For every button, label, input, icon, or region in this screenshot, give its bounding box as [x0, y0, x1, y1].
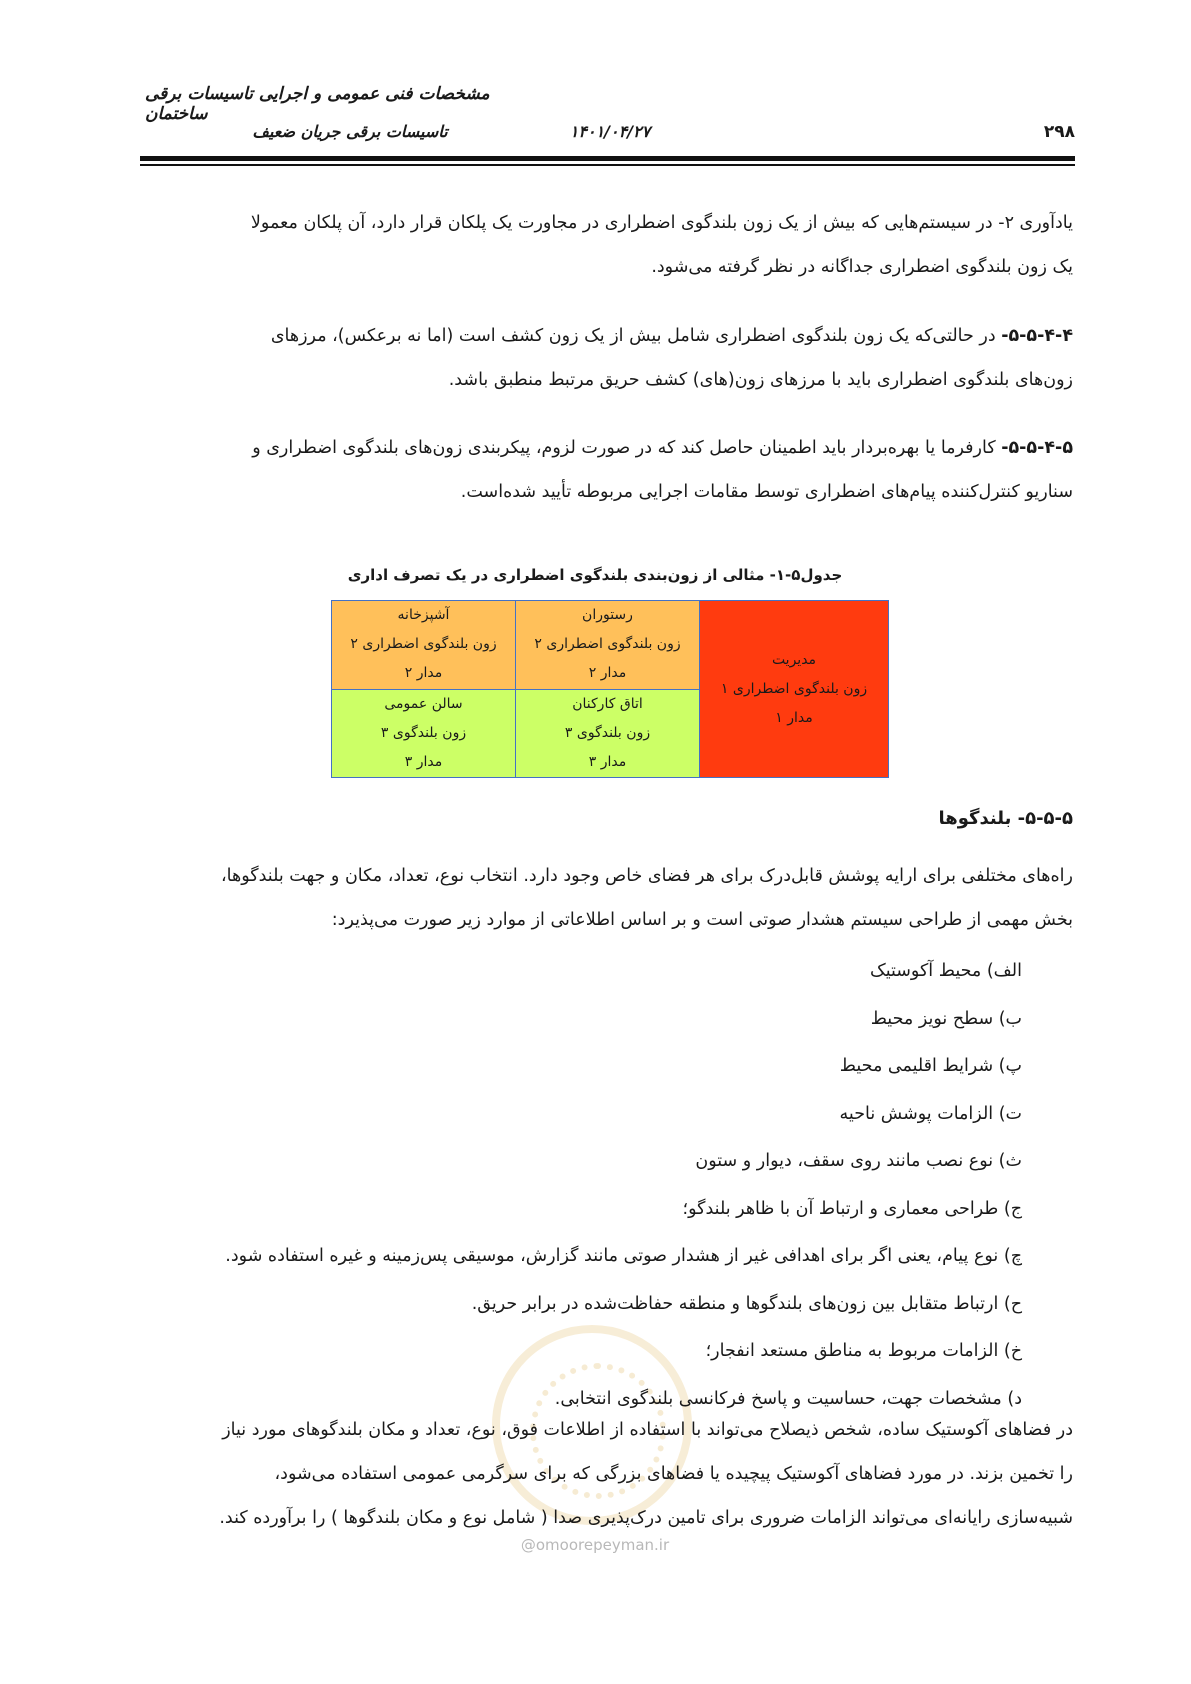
table-caption: جدول۵-۱- مثالی از زون‌بندی بلندگوی اضطراری در یک تصرف اداری — [347, 566, 843, 584]
cell-line: زون بلندگوی ۳ — [380, 724, 467, 741]
cell-line: مدار ۳ — [588, 753, 627, 770]
closing-line-1: در فضاهای آکوستیک ساده، شخص ذیصلاح می‌تواند با استفاده از اطلاعات فوق، نوع، تعداد و مکان بلندگوهای مورد نیاز — [222, 1420, 1073, 1440]
factors-list — [150, 948, 1022, 1423]
note-line-2: یک زون بلندگوی اضطراری جداگانه در نظر گرفته می‌شود. — [651, 257, 1073, 277]
clause-5545-line-1 — [143, 426, 1073, 470]
list-item: ث) نوع نصب مانند روی سقف، دیوار و ستون — [695, 1151, 1022, 1171]
clause-5545 — [143, 426, 1073, 514]
cell-staff-room — [516, 689, 700, 778]
document-date: ۱۴۰۱/۰۴/۲۷ — [569, 122, 651, 141]
cell-line: زون بلندگوی اضطراری ۲ — [534, 636, 681, 653]
closing-paragraph — [143, 1408, 1073, 1540]
list-item: د) مشخصات جهت، حساسیت و پاسخ فرکانسی بلندگوی انتخابی. — [554, 1388, 1022, 1409]
cell-line: زون بلندگوی ۳ — [564, 724, 651, 741]
table-row — [332, 601, 889, 690]
clause-5544-text-1: در حالتی‌که یک زون بلندگوی اضطراری شامل بیش از یک زون کشف است (اما نه برعکس)، مرزهای — [270, 326, 1002, 346]
note-line-1: یادآوری ۲- در سیستم‌هایی که بیش از یک زون بلندگوی اضطراری در مجاورت یک پلکان قرار دارد، آن پلکان معمولا — [250, 213, 1073, 233]
cell-public-hall — [332, 689, 516, 778]
clause-5544-line-2: زون‌های بلندگوی اضطراری باید با مرزهای زون(های) کشف حریق مرتبط منطبق باشد. — [448, 370, 1073, 390]
cell-line: رستوران — [582, 607, 633, 624]
cell-kitchen — [332, 601, 516, 690]
list-item: ح) ارتباط متقابل بین زون‌های بلندگوها و منطقه حفاظت‌شده در برابر حریق. — [471, 1293, 1022, 1314]
cell-line: زون بلندگوی اضطراری ۱ — [720, 680, 868, 697]
list-item: خ) الزامات مربوط به مناطق مستعد انفجار؛ — [705, 1341, 1022, 1361]
clause-5544 — [143, 314, 1073, 402]
list-item: ب) سطح نویز محیط — [870, 1008, 1022, 1029]
closing-line-3: شبیه‌سازی رایانه‌ای می‌تواند الزامات ضروری برای تامین درک‌پذیری صدا ( شامل نوع و مکان بلندگوها ) را برآورده کند. — [219, 1508, 1073, 1528]
header-rule-thick — [140, 156, 1075, 161]
document-subtitle: تاسیسات برقی جریان ضعیف — [252, 122, 448, 141]
note-paragraph — [143, 201, 1073, 289]
list-item: ت) الزامات پوشش ناحیه — [839, 1103, 1022, 1124]
document-title: مشخصات فنی عمومی و اجرایی تاسیسات برقی ساختمان — [145, 84, 490, 124]
clause-5545-text-1: کارفرما یا بهره‌بردار باید اطمینان حاصل کند که در صورت لزوم، پیکربندی زون‌های بلندگوی اضطراری و — [252, 438, 1002, 458]
list-item: الف) محیط آکوستیک — [870, 961, 1022, 981]
clause-5545-line-2: سناریو کنترل‌کننده پیام‌های اضطراری توسط مقامات اجرایی مربوطه تأیید شده‌است. — [460, 482, 1073, 502]
clause-5545-number: ۵-۵-۴-۵- — [1001, 438, 1073, 458]
section-heading: ۵-۵-۵- بلندگوها — [938, 808, 1073, 829]
header-rule-thin — [140, 164, 1075, 166]
zoning-table — [331, 600, 889, 778]
section-intro — [143, 854, 1073, 942]
intro-line-2: بخش مهمی از طراحی سیستم هشدار صوتی است و بر اساس اطلاعاتی از موارد زیر صورت می‌پذیرد: — [331, 910, 1073, 930]
cell-line: آشپزخانه — [397, 607, 450, 624]
list-item: پ) شرایط اقلیمی محیط — [839, 1056, 1022, 1076]
intro-line-1: راه‌های مختلفی برای ارایه پوشش قابل‌درک برای هر فضای خاص وجود دارد. انتخاب نوع، تعداد، مکان و جهت بلندگوها، — [221, 866, 1073, 886]
list-item: چ) نوع پیام، یعنی اگر برای اهدافی غیر از هشدار صوتی مانند گزارش، موسیقی پس‌زمینه و غیره استفاده شود. — [225, 1246, 1022, 1266]
watermark-text: @omoorepeyman.ir — [520, 1536, 670, 1554]
clause-5544-line-1 — [143, 314, 1073, 358]
clause-5544-number: ۵-۵-۴-۴- — [1001, 326, 1073, 346]
cell-line: مدار ۲ — [404, 665, 443, 682]
cell-management — [700, 601, 889, 778]
cell-line: مدار ۱ — [775, 709, 813, 726]
cell-line: مدار ۳ — [404, 753, 443, 770]
cell-restaurant — [516, 601, 700, 690]
cell-line: سالن عمومی — [384, 695, 463, 712]
page-number: ۲۹۸ — [1043, 122, 1075, 142]
cell-line: مدار ۲ — [588, 665, 627, 682]
cell-line: مدیریت — [771, 651, 817, 668]
list-item: ج) طراحی معماری و ارتباط آن با ظاهر بلندگو؛ — [682, 1198, 1022, 1219]
closing-line-2: را تخمین بزند. در مورد فضاهای آکوستیک پیچیده یا فضاهای بزرگی که برای سرگرمی عمومی استفاده می‌شود، — [274, 1464, 1073, 1484]
cell-line: زون بلندگوی اضطراری ۲ — [350, 636, 497, 653]
cell-line: اتاق کارکنان — [572, 695, 643, 712]
